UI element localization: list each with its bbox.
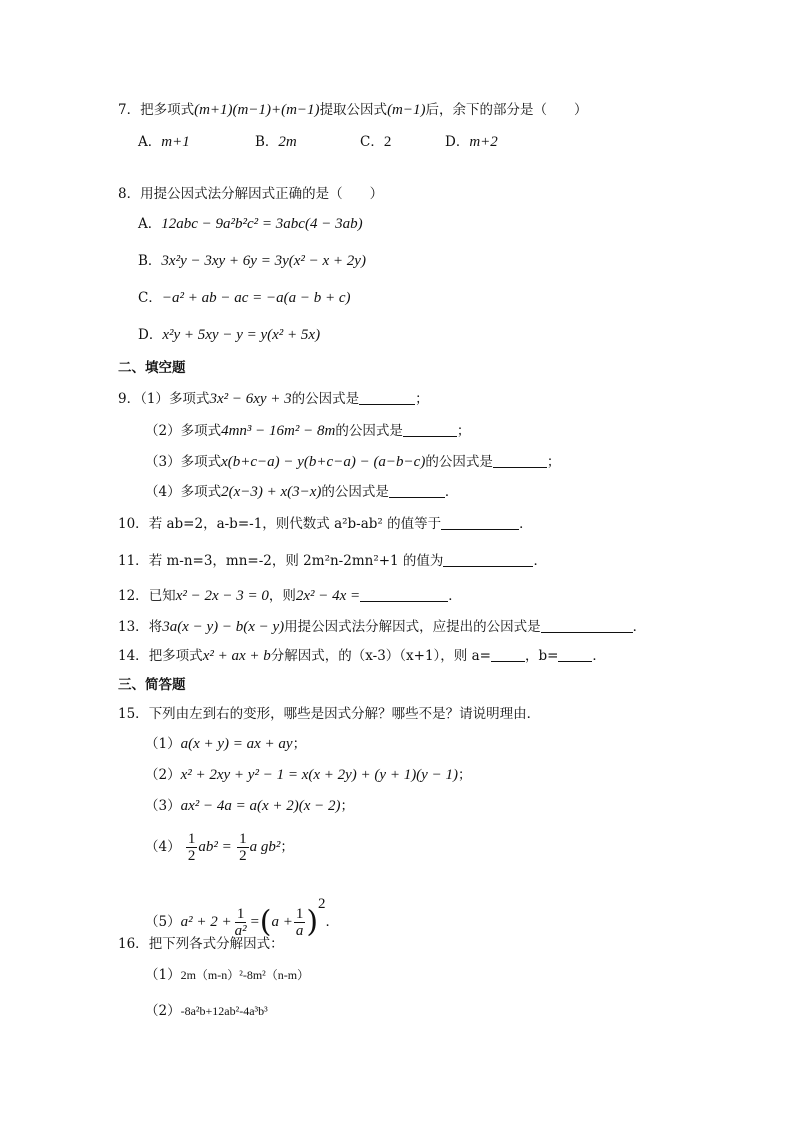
- item-label: （1）: [145, 967, 181, 983]
- punctuation: ．: [444, 484, 459, 500]
- q15-item-3: [145, 796, 354, 816]
- question-number: 9．: [118, 391, 141, 407]
- question-number: 7．: [118, 102, 141, 118]
- question-text: 的公因式是: [321, 484, 389, 500]
- question-text: 分解因式，的（x-3）（x+1），则 a=: [270, 648, 491, 664]
- question-text: 用提公因式法分解因式，应提出的公因式是: [284, 619, 541, 635]
- math-expression: (m+1)(m−1)+(m−1): [194, 102, 320, 118]
- math-expression: ax² − 4a = a(x + 2)(x − 2): [180, 798, 341, 814]
- option-label: B．: [138, 253, 162, 269]
- question-text: 把多项式: [140, 102, 195, 118]
- question-14: [118, 646, 606, 666]
- numerator: 1: [236, 906, 245, 922]
- q15-item-2: [145, 765, 471, 785]
- q16-item-1: [145, 965, 309, 985]
- option-math: 2: [383, 134, 392, 150]
- punctuation: ．: [592, 648, 606, 664]
- fraction-one-over-a: [294, 906, 306, 939]
- math-expression: 4mn³ − 16m² − 8m: [221, 423, 336, 439]
- math-expression: =: [249, 914, 260, 930]
- answer-blank[interactable]: [541, 618, 633, 633]
- answer-blank-b[interactable]: [558, 647, 592, 662]
- punctuation: ．: [632, 619, 647, 635]
- answer-blank[interactable]: [389, 483, 445, 498]
- punctuation: ；: [456, 423, 471, 439]
- question-text: 下列由左到右的变形，哪些是因式分解？哪些不是？请说明理由．: [148, 706, 541, 722]
- q7-option-b: [255, 132, 297, 152]
- option-label: D．: [138, 327, 163, 343]
- denominator: a²: [234, 923, 247, 939]
- math-expression: 2m（m-n）²-8m²（n-m）: [180, 968, 310, 982]
- q16-item-2: [145, 1001, 268, 1021]
- question-text: ，b=: [524, 648, 559, 664]
- item-label: （1）: [140, 391, 169, 407]
- question-text: 的公因式是: [291, 391, 360, 407]
- item-label: （3）: [145, 798, 181, 814]
- question-text: 多项式: [168, 391, 210, 407]
- option-math: m+2: [469, 134, 498, 150]
- question-8: [118, 184, 383, 204]
- section-heading-fill-in: 二、填空题: [118, 360, 186, 376]
- item-label: （2）: [145, 423, 181, 439]
- option-math: 2m: [278, 134, 297, 150]
- punctuation: ；: [340, 798, 355, 814]
- numerator: 1: [295, 906, 304, 922]
- answer-blank[interactable]: [441, 515, 519, 530]
- math-expression: x² + ax + b: [202, 648, 271, 664]
- q15-item-1: [145, 734, 306, 754]
- question-text: 多项式: [180, 423, 222, 439]
- punctuation: ；: [292, 736, 307, 752]
- question-text: ，则: [268, 588, 296, 604]
- option-math: 12abc − 9a²b²c² = 3abc(4 − 3ab): [161, 216, 363, 232]
- option-math: 3x²y − 3xy + 6y = 3y(x² − x + 2y): [161, 253, 366, 269]
- left-paren: (: [259, 904, 272, 940]
- question-number: 12．: [118, 588, 149, 604]
- answer-blank[interactable]: [443, 552, 533, 567]
- math-expression: (m−1): [387, 102, 426, 118]
- q8-option-a: [138, 214, 363, 234]
- question-number: 15．: [118, 706, 149, 722]
- option-math: −a² + ab − ac = −a(a − b + c): [161, 290, 351, 306]
- item-label: （1）: [145, 736, 181, 752]
- item-label: （4）: [145, 839, 181, 855]
- question-text: 用提公因式法分解因式正确的是（ ）: [140, 186, 384, 202]
- question-9-item-2: [145, 421, 470, 441]
- math-expression: 3x² − 6xy + 3: [209, 391, 292, 407]
- answer-blank[interactable]: [403, 422, 457, 437]
- q8-option-c: [138, 288, 351, 308]
- math-expression: -8a²b+12ab²-4a³b³: [180, 1004, 268, 1018]
- question-text: 若 ab=2，a-b=-1，则代数式 a²b-ab² 的值等于: [148, 516, 442, 532]
- question-7: [118, 100, 588, 120]
- punctuation: ；: [280, 839, 294, 855]
- answer-blank-a[interactable]: [491, 647, 525, 662]
- punctuation: ．: [533, 553, 547, 569]
- question-number: 13．: [118, 619, 149, 635]
- math-expression: a gb²: [249, 839, 281, 855]
- option-label: A．: [138, 134, 162, 150]
- item-label: （5）: [145, 914, 181, 930]
- question-text: 的公因式是: [425, 454, 493, 470]
- punctuation: ；: [546, 454, 561, 470]
- item-label: （2）: [145, 767, 181, 783]
- question-text: 多项式: [180, 454, 222, 470]
- question-text: 若 m-n=3，mn=-2，则 2m²n-2mn²+1 的值为: [148, 553, 444, 569]
- section-heading-short-answer: 三、简答题: [118, 677, 186, 693]
- answer-blank[interactable]: [493, 453, 547, 468]
- math-expression: 2x² − 4x =: [295, 588, 361, 604]
- question-text: 后，余下的部分是（ ）: [425, 102, 588, 118]
- math-expression: x² − 2x − 3 = 0: [175, 588, 269, 604]
- denominator: 2: [239, 848, 247, 864]
- q8-option-b: [138, 251, 366, 271]
- math-expression: 2(x−3) + x(3−x): [221, 484, 322, 500]
- question-text: 把多项式: [148, 648, 203, 664]
- answer-blank[interactable]: [359, 390, 415, 405]
- question-13: [118, 617, 646, 637]
- option-label: B．: [255, 134, 279, 150]
- math-expression: x(b+c−a) − y(b+c−a) − (a−b−c): [221, 454, 426, 470]
- denominator: a: [295, 923, 304, 939]
- option-label: C．: [360, 134, 384, 150]
- option-math: x²y + 5xy − y = y(x² + 5x): [162, 327, 321, 343]
- question-text: 把下列各式分解因式：: [148, 936, 284, 952]
- item-label: （2）: [145, 1003, 181, 1019]
- math-expression: a +: [271, 914, 293, 930]
- punctuation: ．: [448, 588, 462, 604]
- question-number: 16．: [118, 936, 149, 952]
- numerator: 1: [187, 831, 196, 847]
- question-16: [118, 934, 284, 954]
- option-label: A．: [138, 216, 162, 232]
- punctuation: ．: [325, 914, 340, 930]
- math-expression: a² + 2 +: [180, 914, 232, 930]
- answer-blank[interactable]: [360, 587, 448, 602]
- question-text: 提取公因式: [319, 102, 388, 118]
- option-label: C．: [138, 290, 162, 306]
- denominator: 2: [187, 848, 196, 864]
- question-text: 已知: [148, 588, 176, 604]
- question-12: [118, 586, 462, 606]
- right-paren: ): [306, 904, 319, 940]
- question-9-item-1: [118, 389, 429, 409]
- question-text: 的公因式是: [335, 423, 403, 439]
- question-10: [118, 514, 533, 534]
- question-11: [118, 551, 547, 571]
- q7-option-d: [445, 132, 498, 152]
- item-label: （4）: [145, 484, 181, 500]
- item-label: （3）: [145, 454, 181, 470]
- punctuation: ；: [457, 767, 472, 783]
- math-expression: a(x + y) = ax + ay: [180, 736, 293, 752]
- question-number: 8．: [118, 186, 141, 202]
- question-number: 10．: [118, 516, 149, 532]
- math-expression: x² + 2xy + y² − 1 = x(x + 2y) + (y + 1)(y − 1): [180, 767, 458, 783]
- exponent: 2: [318, 896, 326, 912]
- option-label: D．: [445, 134, 470, 150]
- punctuation: ；: [415, 391, 429, 407]
- punctuation: ．: [519, 516, 533, 532]
- fraction-one-half: [186, 831, 198, 864]
- q7-option-c: [360, 132, 391, 152]
- question-9-item-4: [145, 482, 458, 502]
- math-expression: ab² =: [198, 839, 232, 855]
- q8-option-d: [138, 325, 320, 345]
- math-expression: 3a(x − y) − b(x − y): [162, 619, 285, 635]
- question-text: 多项式: [180, 484, 222, 500]
- fraction-one-half: [237, 831, 249, 864]
- q7-option-a: [138, 132, 190, 152]
- question-15: [118, 704, 540, 724]
- q15-item-4: [145, 828, 294, 866]
- option-math: m+1: [161, 134, 190, 150]
- numerator: 1: [239, 831, 247, 847]
- question-number: 11．: [118, 553, 149, 569]
- question-number: 14．: [118, 648, 149, 664]
- question-9-item-3: [145, 452, 560, 472]
- question-text: 将: [148, 619, 163, 635]
